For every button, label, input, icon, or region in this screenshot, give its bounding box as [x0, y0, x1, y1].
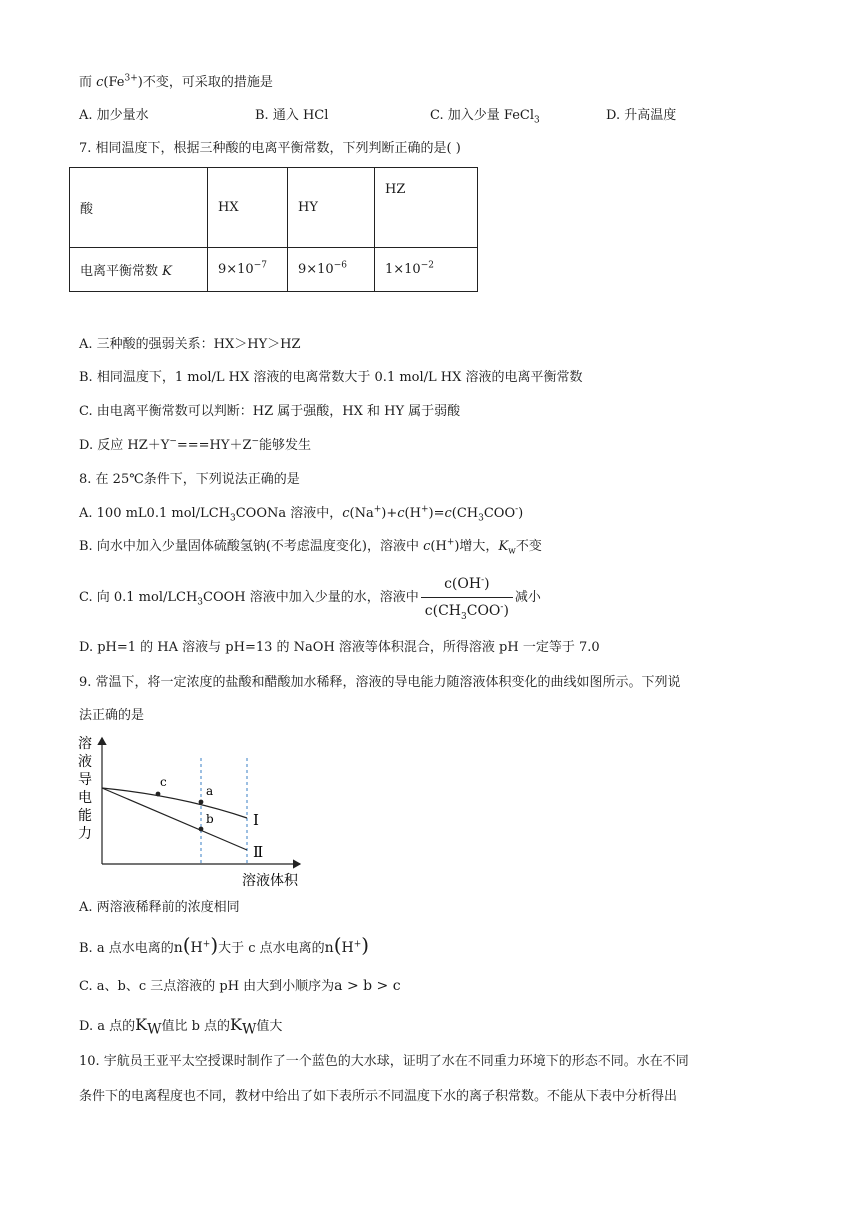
concentration-ratio-fraction: $\frac{c(OH^-)}{c(CH_3COO^-)}$: [421, 573, 513, 622]
label-c: c: [160, 775, 167, 789]
label-b: b: [206, 812, 214, 826]
q7-option-b: B. 相同温度下，1 mol/L HX 溶液的电离常数大于 0.1 mol/L HX 溶液的电离平衡常数: [79, 370, 583, 385]
table-header-acid: 酸: [70, 168, 208, 248]
q6-option-a: A. 加少量水: [79, 108, 149, 123]
q9-option-c: C. a、b、c 三点溶液的 pH 由大到小顺序为a > b > c: [79, 978, 401, 994]
table-header-hy: HY: [288, 168, 375, 248]
q10-stem-line1: 10. 宇航员王亚平太空授课时制作了一个蓝色的大水球，证明了水在不同重力环境下的形态不同。水在不同: [79, 1054, 689, 1069]
curve-2: [102, 788, 247, 850]
y-axis-label: [78, 735, 92, 842]
q8-option-a: A. 100 mL0.1 mol/$LCH_3COONa$ 溶液中，$c(Na^+)+c(H^+)=c(CH_3COO^-)$: [79, 504, 524, 524]
curve-1: [102, 788, 247, 818]
table-cell-hx: $9\times 10^{-7}$: [208, 248, 288, 292]
q10-stem-line2: 条件下的电离程度也不同，教材中给出了如下表所示不同温度下水的离子积常数。不能从下表中分析得出: [79, 1089, 678, 1104]
table-header-hx: HX: [208, 168, 288, 248]
q9-stem-line1: 9. 常温下，将一定浓度的盐酸和醋酸加水稀释，溶液的导电能力随溶液体积变化的曲线如图所示。下列说: [79, 675, 681, 690]
x-axis-label: 溶液体积: [242, 873, 298, 889]
q6-option-c: C. 加入少量 FeCl$_3$: [430, 108, 540, 126]
q7-option-c: C. 由电离平衡常数可以判断：HZ 属于强酸，HX 和 HY 属于弱酸: [79, 404, 461, 419]
q8-stem: 8. 在 25℃条件下，下列说法正确的是: [79, 472, 300, 487]
svg-text:溶: 溶: [78, 736, 92, 752]
q9-option-b: B. a 点水电离的n(H+)大于 c 点水电离的n(H+): [79, 933, 370, 957]
q9-option-d: D. a 点的$K_W$值比 b 点的$K_W$值大: [79, 1015, 283, 1038]
q7-stem: 7. 相同温度下，根据三种酸的电离平衡常数，下列判断正确的是( ): [79, 141, 461, 156]
svg-text:液: 液: [78, 754, 92, 770]
q6-option-d: D. 升高温度: [606, 108, 677, 123]
point-a: [199, 800, 204, 805]
table-row-label: 电离平衡常数 K: [70, 248, 208, 292]
q6-option-b: B. 通入 HCl: [255, 108, 329, 123]
ionization-constant-table: [69, 167, 478, 292]
table-header-hz: HZ: [375, 168, 478, 248]
q7-option-d: D. 反应 HZ＋Y−===HY＋Z−能够发生: [79, 436, 312, 453]
q9-option-a: A. 两溶液稀释前的浓度相同: [79, 900, 240, 915]
point-c: [156, 792, 161, 797]
conductivity-dilution-figure: [72, 728, 322, 890]
svg-text:能: 能: [78, 808, 92, 824]
q9-stem-line2: 法正确的是: [79, 708, 145, 723]
q8-option-b: B. 向水中加入少量固体硫酸氢钠(不考虑温度变化)，溶液中 c(H+)增大，$K_w$不变: [79, 537, 542, 557]
q8-option-c: C. 向 0.1 mol/$LCH_3COOH$ 溶液中加入少量的水，溶液中 $\frac{c(OH^-)}{c(CH_3COO^-)}$ 减小: [79, 570, 541, 626]
label-curve-2: Ⅱ: [253, 843, 264, 861]
svg-text:导: 导: [78, 772, 92, 788]
svg-text:力: 力: [78, 826, 92, 842]
label-curve-1: Ⅰ: [253, 811, 259, 829]
q7-option-a: A. 三种酸的强弱关系：HX＞HY＞HZ: [79, 337, 301, 352]
label-a: a: [206, 784, 214, 798]
q8-option-d: D. pH=1 的 HA 溶液与 pH=13 的 NaOH 溶液等体积混合，所得溶液 pH 一定等于 7.0: [79, 640, 600, 655]
table-cell-hy: $9\times 10^{-6}$: [288, 248, 375, 292]
point-b: [199, 827, 204, 832]
table-cell-hz: $1\times 10^{-2}$: [375, 248, 478, 292]
q6-stem-tail: 而 $c(Fe^{3+})$不变，可采取的措施是: [79, 73, 273, 90]
svg-text:电: 电: [78, 790, 92, 806]
